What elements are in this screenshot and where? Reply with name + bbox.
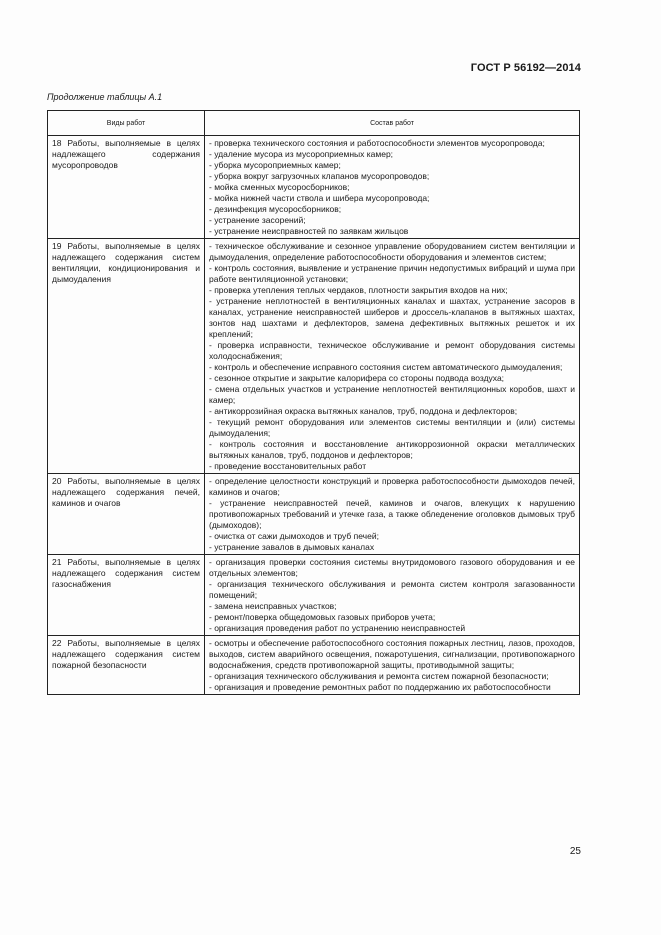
work-item: - проверка исправности, техническое обслуживание и ремонт оборудования системы холодоснабжения; [209, 340, 575, 361]
work-composition-cell [205, 555, 580, 636]
work-item: - организация технического обслуживания и ремонта систем контроля загазованности помещений; [209, 579, 575, 600]
work-item: - проверка утепления теплых чердаков, плотности закрытия входов на них; [209, 285, 508, 295]
work-item: - устранение завалов в дымовых каналах [209, 542, 375, 552]
work-item: - замена неисправных участков; [209, 601, 337, 611]
work-item: - организация проведения работ по устранению неисправностей [209, 623, 466, 633]
work-item: - антикоррозийная окраска вытяжных каналов, труб, поддона и дефлекторов; [209, 406, 518, 416]
work-item: - текущий ремонт оборудования или элементов системы вентиляции и (или) системы дымоудаления; [209, 417, 575, 438]
work-composition-cell [205, 136, 580, 239]
work-item: - очистка от сажи дымоходов и труб печей; [209, 531, 379, 541]
work-composition-cell [205, 239, 580, 474]
work-item: - контроль состояния и восстановление антикоррозионной окраски металлических вытяжных каналов, труб, поддонов и дефлекторов; [209, 439, 575, 460]
work-item: - техническое обслуживание и сезонное управление оборудованием систем вентиляции и дымоудаления, определение работоспособности оборудования и элементов систем; [209, 241, 575, 262]
work-item: - устранение неплотностей в вентиляционных каналах и шахтах, устранение засоров в каналах, устранение неисправностей шиберов и дроссель-клапанов в вытяжных шахтах, зонтов над шахтами и дефлекторов, замена дефективных вытяжных решеток и их креплений; [209, 296, 575, 339]
work-item: - устранение засорений; [209, 215, 306, 225]
work-item: - устранение неисправностей печей, каминов и очагов, влекущих к нарушению противопожарных требований и утечке газа, а также обледенение оголовков дымовых труб (дымоходов); [209, 498, 575, 530]
work-item: - удаление мусора из мусороприемных камер; [209, 149, 394, 159]
document-code: ГОСТ Р 56192—2014 [470, 62, 581, 74]
work-item: - организация проверки состояния системы внутридомового газового оборудования и ее отдельных элементов; [209, 557, 575, 578]
work-item: - контроль состояния, выявление и устранение причин недопустимых вибраций и шума при работе вентиляционной установки; [209, 263, 575, 284]
table-row [48, 239, 580, 474]
work-item: - проведение восстановительных работ [209, 461, 367, 471]
work-item: - устранение неисправностей по заявкам жильцов [209, 226, 409, 236]
work-item: - уборка вокруг загрузочных клапанов мусоропроводов; [209, 171, 430, 181]
table-row [48, 474, 580, 555]
work-item: - проверка технического состояния и работоспособности элементов мусоропровода; [209, 138, 545, 148]
work-item: - дезинфекция мусоросборников; [209, 204, 342, 214]
page-number: 25 [569, 846, 581, 857]
work-type-cell: 19 Работы, выполняемые в целях надлежащего содержания систем вентиляции, кондиционирования и дымоудаления [48, 239, 205, 474]
work-item: - смена отдельных участков и устранение неплотностей вентиляционных коробов, шахт и камер; [209, 384, 575, 405]
work-item: - контроль и обеспечение исправного состояния систем автоматического дымоудаления; [209, 362, 563, 372]
table-row [48, 136, 580, 239]
work-composition-cell [205, 636, 580, 695]
work-item: - организация технического обслуживания и ремонта систем пожарной безопасности; [209, 671, 549, 681]
work-item: - уборка мусороприемных камер; [209, 160, 341, 170]
work-composition-cell [205, 474, 580, 555]
work-item: - мойка нижней части ствола и шибера мусоропровода; [209, 193, 430, 203]
work-type-cell: 22 Работы, выполняемые в целях надлежащего содержания систем пожарной безопасности [48, 636, 205, 695]
work-item: - ремонт/поверка общедомовых газовых приборов учета; [209, 612, 436, 622]
works-table [47, 110, 580, 695]
work-item: - определение целостности конструкций и проверка работоспособности дымоходов печей, каминов и очагов; [209, 476, 575, 497]
work-item: - организация и проведение ремонтных работ по поддержанию их работоспособности [209, 682, 551, 692]
table-row [48, 636, 580, 695]
table-caption: Продолжение таблицы А.1 [47, 92, 163, 102]
column-header-work-type: Виды работ [48, 111, 205, 136]
column-header-work-composition: Состав работ [205, 111, 580, 136]
work-item: - осмотры и обеспечение работоспособного состояния пожарных лестниц, лазов, проходов, выходов, систем аварийного освещения, пожаротушения, сигнализации, противопожарного водоснабжения, средств противопожарной защиты, противодымной защиты; [209, 638, 575, 670]
work-item: - мойка сменных мусоросборников; [209, 182, 350, 192]
table-row [48, 555, 580, 636]
work-item: - сезонное открытие и закрытие калорифера со стороны подвода воздуха; [209, 373, 505, 383]
table-body [48, 136, 580, 695]
table-header-row [48, 111, 580, 136]
work-type-cell: 20 Работы, выполняемые в целях надлежащего содержания печей, каминов и очагов [48, 474, 205, 555]
work-type-cell: 21 Работы, выполняемые в целях надлежащего содержания систем газоснабжения [48, 555, 205, 636]
work-type-cell: 18 Работы, выполняемые в целях надлежащего содержания мусоропроводов [48, 136, 205, 239]
